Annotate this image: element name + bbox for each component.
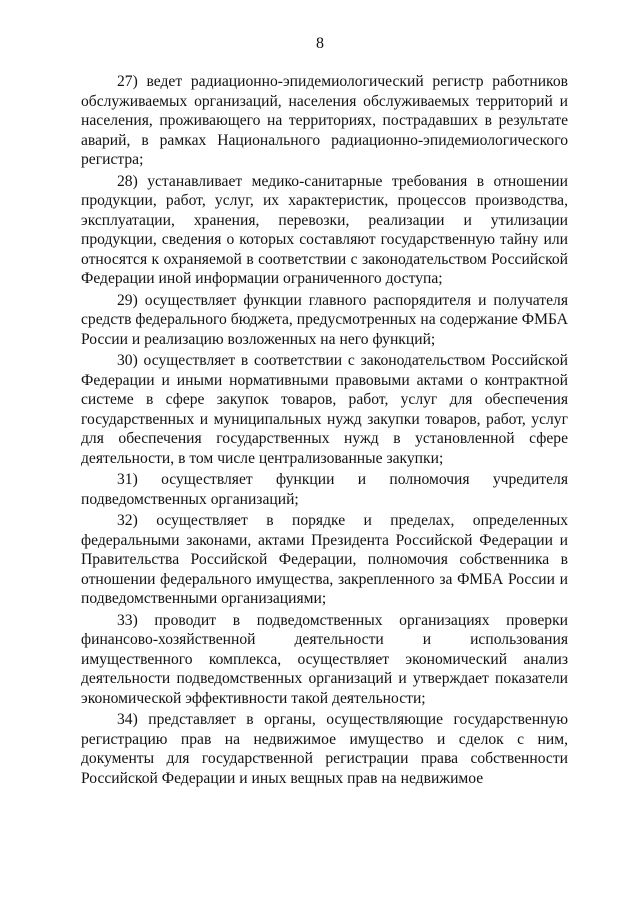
paragraph-30: 30) осуществляет в соответствии с законодательством Российской Федерации и иными нормативными правовыми актами о контрактной системе в сфере закупок товаров, работ, услуг для обеспечения государственных и муниципальных нужд закупки товаров, работ, услуг для обеспечения государственных нужд в установленной сфере деятельности, в том числе централизованные закупки; <box>81 352 568 467</box>
paragraph-33: 33) проводит в подведомственных организациях проверки финансово-хозяйственной деятельности и использования имущественного комплекса, осуществляет экономический анализ деятельности подведомственных организаций и утверждает показатели экономической эффективности такой деятельности; <box>81 611 568 707</box>
document-body <box>81 72 568 790</box>
paragraph-34: 34) представляет в органы, осуществляющие государственную регистрацию прав на недвижимое имущество и сделок с ним, документы для государственной регистрации права собственности Российской Федерации и иных вещных прав на недвижимое <box>81 711 568 787</box>
paragraph-29: 29) осуществляет функции главного распорядителя и получателя средств федерального бюджета, предусмотренных на содержание ФМБА России и реализацию возложенных на него функций; <box>81 291 568 348</box>
paragraph-32: 32) осуществляет в порядке и пределах, определенных федеральными законами, актами Президента Российской Федерации и Правительства Российской Федерации, полномочия собственника в отношении федерального имущества, закрепленного за ФМБА России и подведомственными организациями; <box>81 512 568 607</box>
paragraph-31: 31) осуществляет функции и полномочия учредителя подведомственных организаций; <box>81 471 568 508</box>
paragraph-27: 27) ведет радиационно-эпидемиологический регистр работников обслуживаемых организаций, населения обслуживаемых территорий и населения, проживающего на территориях, пострадавших в результате аварий, в рамках Национального радиационно-эпидемиологического регистра; <box>81 73 568 168</box>
page-number: 8 <box>316 35 324 52</box>
paragraph-28: 28) устанавливает медико-санитарные требования в отношении продукции, работ, услуг, их характеристик, процессов производства, эксплуатации, хранения, перевозки, реализации и утилизации продукции, сведения о которых составляют государственную тайну или относятся к охраняемой в соответствии с законодательством Российской Федерации иной информации ограниченного доступа; <box>81 172 568 287</box>
